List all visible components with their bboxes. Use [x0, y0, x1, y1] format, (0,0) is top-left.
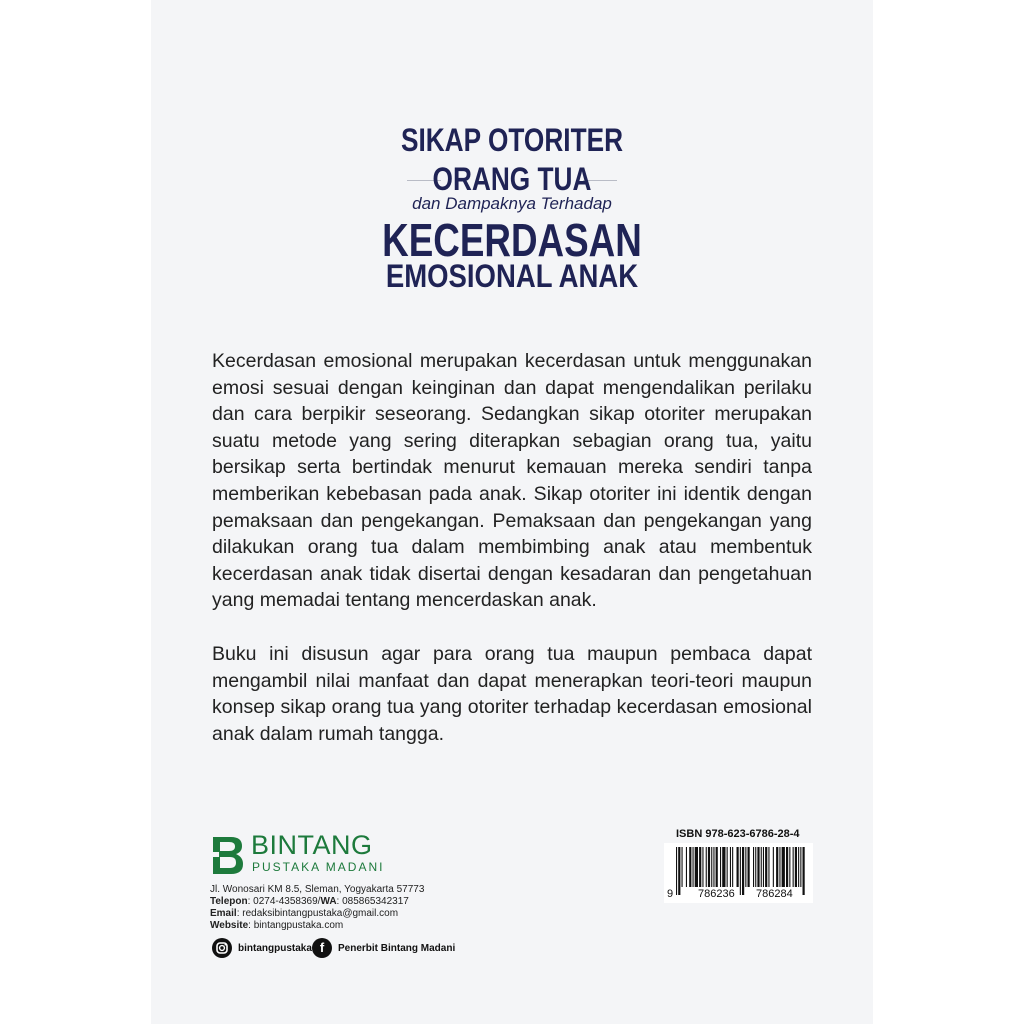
barcode-bar — [745, 847, 746, 887]
title-line-5: EMOSIONAL ANAK — [385, 258, 639, 294]
barcode-bar — [711, 847, 712, 887]
barcode-bar — [678, 847, 680, 895]
barcode-bar — [779, 847, 780, 887]
barcode-bar — [682, 847, 683, 887]
instagram-handle: bintangpustaka — [238, 943, 312, 954]
telepon-value: : 0274-4358369/ — [247, 896, 321, 907]
email-label: Email — [210, 908, 237, 919]
barcode-bar — [795, 847, 797, 887]
barcode-bar — [753, 847, 754, 887]
barcode-bar — [695, 847, 698, 887]
blurb — [212, 348, 812, 774]
barcode-group-2: 786284 — [756, 888, 793, 900]
publisher-subtitle: PUSTAKA MADANI — [252, 860, 385, 874]
barcode-bar — [722, 847, 725, 887]
barcode-bar — [727, 847, 728, 887]
barcode-bar — [755, 847, 756, 887]
title-line-4: KECERDASAN — [382, 214, 642, 266]
barcode-bar — [765, 847, 767, 887]
barcode-bar — [748, 847, 750, 887]
barcode-bar — [761, 847, 762, 887]
barcode-bar — [800, 847, 801, 887]
facebook-icon: f — [312, 938, 332, 958]
barcode-bar — [786, 847, 788, 887]
barcode-bar — [737, 847, 739, 887]
barcode-bar — [708, 847, 710, 887]
facebook-page: Penerbit Bintang Madani — [338, 943, 456, 954]
barcode-bar — [803, 847, 805, 895]
barcode-bar — [706, 847, 707, 887]
barcode-bar — [720, 847, 721, 887]
barcode — [664, 843, 813, 903]
barcode-bar — [713, 847, 714, 887]
barcode-bar — [699, 847, 701, 887]
website-value: : bintangpustaka.com — [248, 920, 344, 931]
barcode-bar — [773, 847, 774, 887]
barcode-bar — [782, 847, 785, 887]
title-line-2: ORANG TUA — [432, 161, 592, 197]
barcode-bar — [732, 847, 733, 887]
barcode-bar — [789, 847, 790, 887]
back-cover — [151, 0, 873, 1024]
wa-value: : 085865342317 — [336, 896, 409, 907]
email-value: : redaksibintangpustaka@gmail.com — [236, 908, 399, 919]
publisher-address — [210, 884, 424, 896]
barcode-bar — [763, 847, 764, 887]
telepon-label: Telepon — [210, 896, 248, 907]
barcode-bar — [776, 847, 778, 887]
publisher-phone — [210, 896, 409, 908]
barcode-bar — [689, 847, 691, 887]
barcode-first-digit: 9 — [667, 888, 674, 900]
address-text: Jl. Wonosari KM 8.5, Sleman, Yogyakarta 57773 — [210, 884, 425, 895]
isbn-label: ISBN 978-623-6786-28-4 — [676, 828, 800, 840]
barcode-bar — [757, 847, 759, 887]
barcode-bar — [730, 847, 731, 887]
instagram-icon — [212, 938, 232, 958]
barcode-bar — [693, 847, 694, 887]
website-label: Website — [210, 920, 249, 931]
wa-label: WA — [320, 896, 337, 907]
barcode-bar — [798, 847, 799, 887]
barcode-bar — [793, 847, 794, 887]
barcode-bar — [742, 847, 744, 895]
barcode-bar — [702, 847, 703, 887]
barcode-bar — [740, 847, 741, 895]
publisher-name: BINTANG — [251, 830, 373, 860]
barcode-group-1: 786236 — [698, 888, 735, 900]
barcode-bar — [686, 847, 687, 887]
title-line-1: SIKAP OTORITER — [400, 122, 624, 158]
publisher-website — [210, 920, 343, 932]
blurb-paragraph-1: Kecerdasan emosional merupakan kecerdasan untuk menggunakan emosi sesuai dengan keinginan dan dapat mengendalikan perilaku dan cara berpikir seseorang. Sedangkan sikap otoriter merupakan suatu metode yang sering diterapkan sebagian orang tua, yaitu bersikap serta bertindak menurut kemauan mereka sendiri tanpa memberikan kebebasan pada anak. Sikap otoriter ini identik dengan pemaksaan dan pengekangan. Pemaksaan dan pengekangan yang dilakukan orang tua dalam membimbing anak atau membentuk kecerdasan anak tidak disertai dengan kesadaran dan pengetahuan yang memadai tentang mencerdaskan anak. — [212, 350, 812, 612]
barcode-bar — [676, 847, 677, 895]
title-line-3: dan Dampaknya Terhadap — [412, 194, 612, 213]
barcode-bar — [716, 847, 718, 887]
blurb-paragraph-2: Buku ini disusun agar para orang tua maupun pembaca dapat mengambil nilai manfaat dan dapat menerapkan teori-teori maupun konsep sikap orang tua yang otoriter terhadap kecerdasan emosional anak dalam rumah tangga. — [212, 642, 812, 745]
publisher-email — [210, 908, 398, 920]
publisher-logo-icon — [211, 833, 245, 877]
barcode-bar — [768, 847, 769, 887]
